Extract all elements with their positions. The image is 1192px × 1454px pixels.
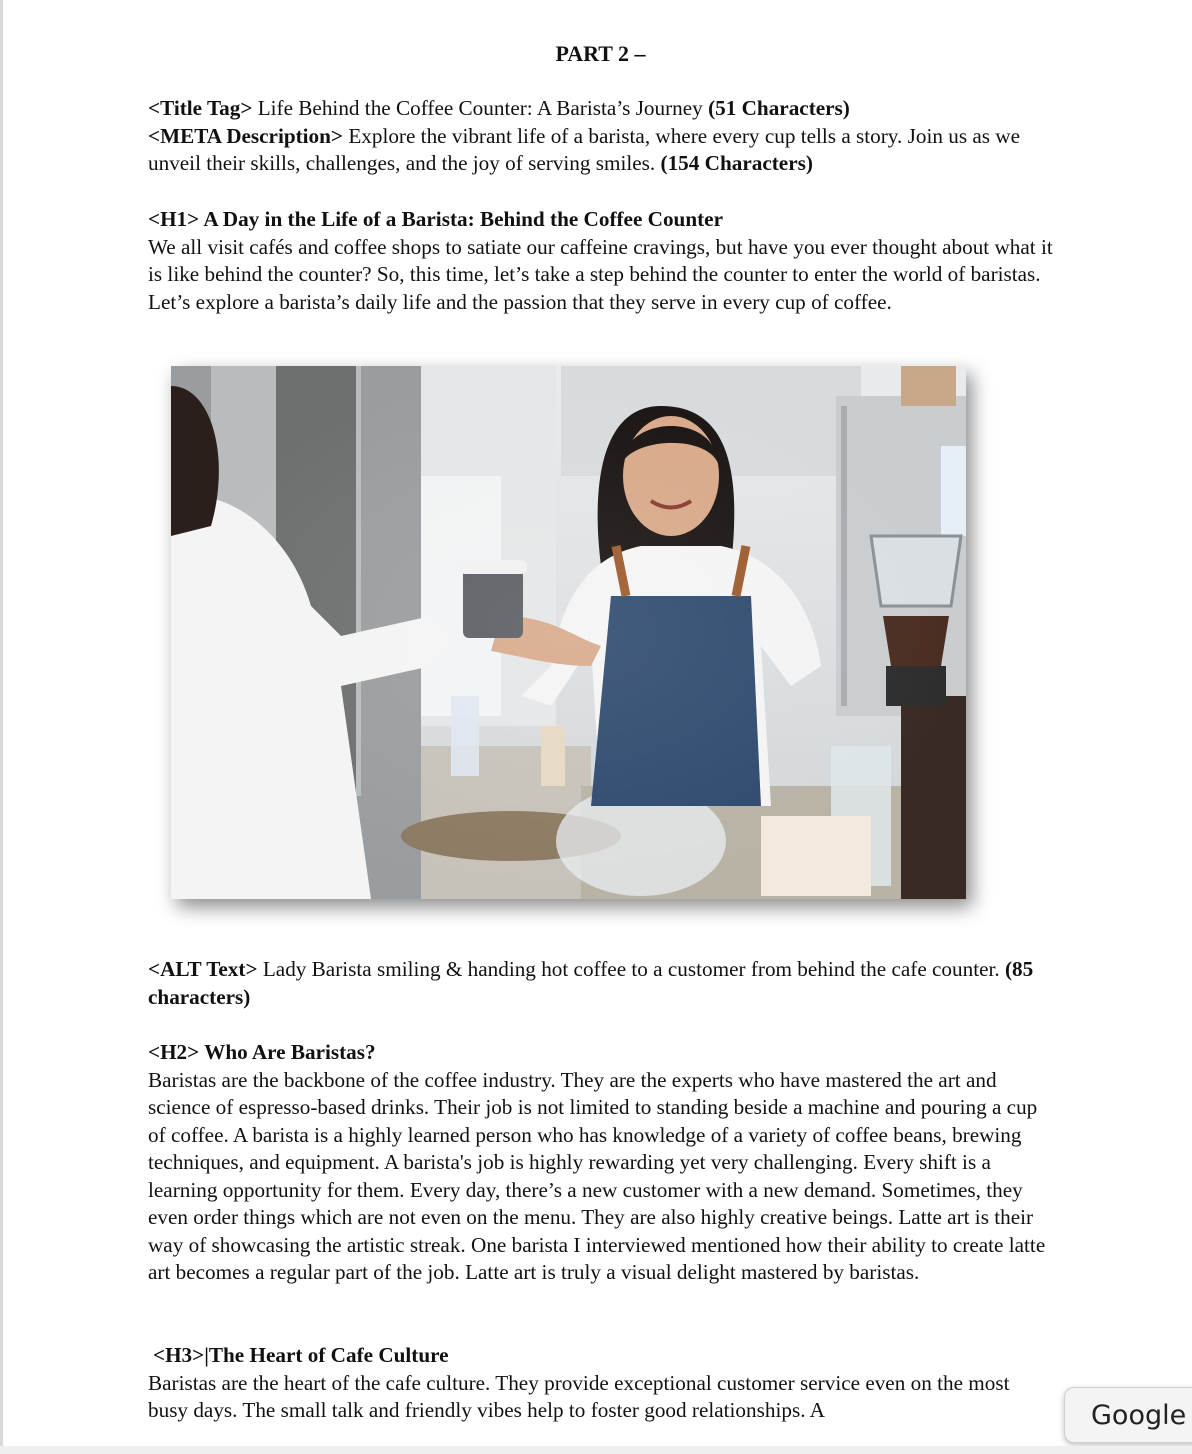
- h2-body: Baristas are the backbone of the coffee industry. They are the experts who have mastered the art and science of espresso-based drinks. Their job is not limited to standing beside a machine and pouring a cup of coffee. A barista is a highly learned person who has knowledge of a variety of coffee beans, brewing techniques, and equipment. A barista's job is highly rewarding yet very challenging. Every shift is a learning opportunity for them. Every day, there’s a new customer with a new demand. Sometimes, they even order things which are not even on the menu. They are also highly creative beings. Latte art is their way of showcasing the artistic streak. One barista I interviewed mentioned how their ability to create latte art becomes a regular part of the job. Latte art is truly a visual delight mastered by baristas.: [148, 1067, 1046, 1284]
- meta-description-text: Explore the vibrant life of a barista, where every cup tells a story. Join us as we unveil their skills, challenges, and the joy of serving smiles.: [148, 123, 1021, 175]
- h1-body: We all visit cafés and coffee shops to satiate our caffeine cravings, but have you ever thought about what it is like behind the counter? So, this time, let’s take a step behind the counter to enter the world of baristas. Let’s explore a barista’s daily life and the passion that they serve in every cup of coffee.: [148, 234, 1053, 314]
- alt-text-count: (85 characters): [148, 957, 1034, 1009]
- alt-text-text: Lady Barista smiling & handing hot coffee to a customer from behind the cafe counter.: [257, 957, 1005, 981]
- h1-section: [148, 206, 1053, 316]
- page-title: PART 2 –: [555, 41, 646, 66]
- meta-description-label: <META Description>: [148, 123, 344, 148]
- title-tag-label: <Title Tag>: [148, 96, 253, 120]
- h2-section: [148, 1039, 1053, 1287]
- alt-text-label: <ALT Text>: [148, 957, 258, 981]
- h3-body: Baristas are the heart of the cafe culture. They provide exceptional customer service even on the most busy days. The small talk and friendly vibes help to foster good relationships. A: [148, 1370, 1010, 1422]
- alt-text-line: [148, 956, 1053, 1011]
- title-tag-line: [148, 95, 1053, 178]
- page-left-edge: [0, 0, 3, 1454]
- h3-section: [148, 1342, 1053, 1425]
- google-translate-chip[interactable]: Google: [1064, 1387, 1192, 1443]
- h2-heading: <H2> Who Are Baristas?: [148, 1040, 376, 1064]
- h3-heading: <H3>|The Heart of Cafe Culture: [153, 1343, 449, 1367]
- meta-description-count: (154 Characters): [660, 151, 813, 175]
- title-tag-text: Life Behind the Coffee Counter: A Barista’s Journey: [252, 96, 709, 120]
- bottom-scroll-edge: [0, 1446, 1192, 1454]
- title-tag-count: (51 Characters): [708, 96, 850, 120]
- h1-heading: <H1> A Day in the Life of a Barista: Behind the Coffee Counter: [148, 207, 723, 231]
- barista-illustration: [171, 366, 966, 899]
- barista-photo: [171, 366, 966, 899]
